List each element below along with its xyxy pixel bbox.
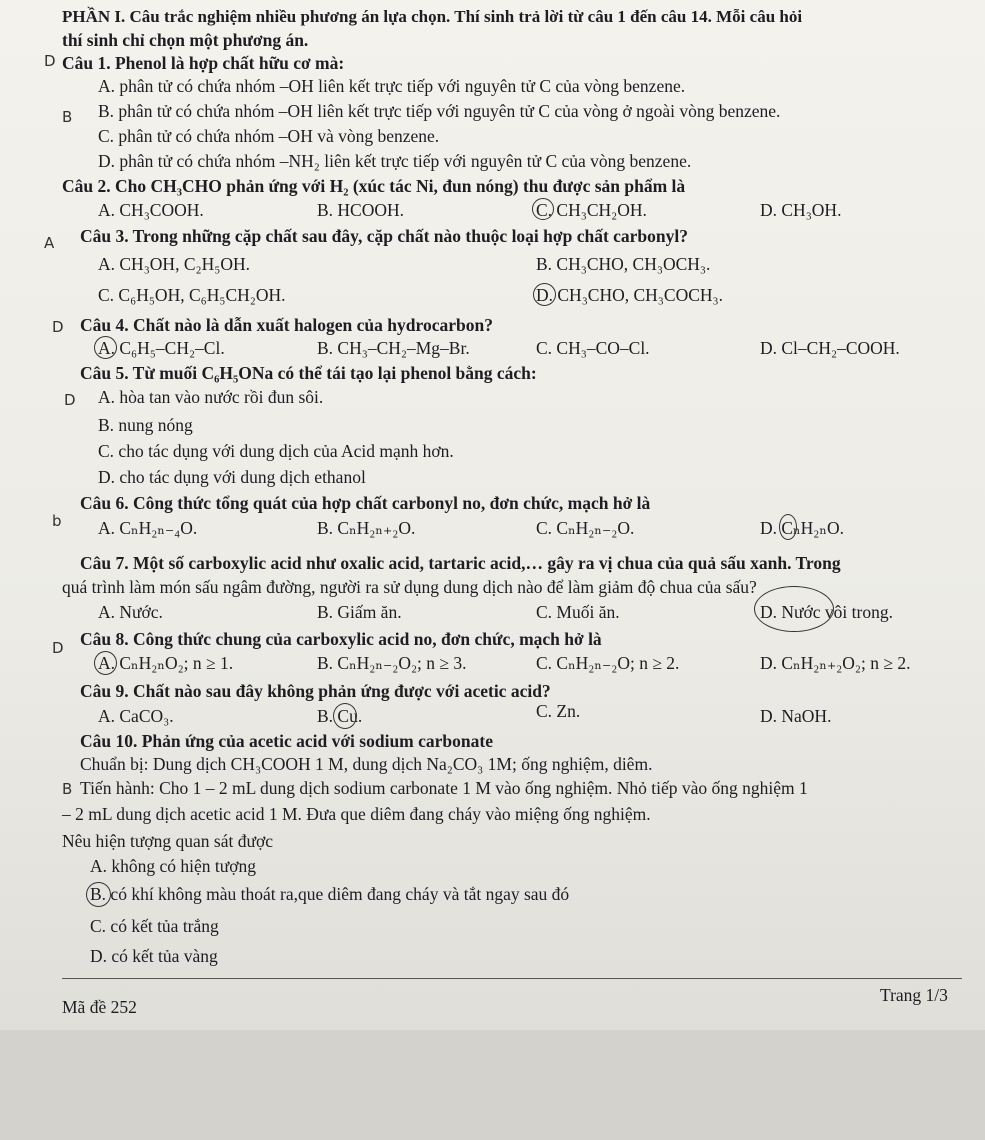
q7-option-b: B. Giấm ăn. [317,602,402,622]
q2-option-c: C. CH₃CH₂OH. [536,200,647,220]
q4-option-b: B. CH₃–CH₂–Mg–Br. [317,338,470,358]
q1-option-c: C. phân tử có chứa nhóm –OH và vòng benzene. [98,126,440,146]
desk-surface [0,1030,985,1140]
q3-option-b: B. CH₃CHO, CH₃OCH₃. [536,254,711,274]
q6-option-d: D. CₙH₂ₙO. [760,518,844,538]
page-number: Trang 1/3 [880,985,948,1005]
section-header-cont: thí sinh chỉ chọn một phương án. [62,30,309,50]
q10-option-a: A. không có hiện tượng [90,856,257,876]
question-3-stem: Câu 3. Trong những cặp chất sau đây, cặp chất nào thuộc loại hợp chất carbonyl? [80,226,689,246]
answer-circle [754,586,834,632]
q2-option-a: A. CH₃COOH. [98,200,204,220]
q4-option-a: A. C₆H₅–CH₂–Cl. [98,338,225,358]
answer-circle [94,336,117,359]
q3-option-a: A. CH₃OH, C₂H₅OH. [98,254,250,274]
q8-option-a: A. CₙH₂ₙO₂; n ≥ 1. [98,653,234,673]
handwritten-answer-mark: B [62,108,73,126]
question-9-stem: Câu 9. Chất nào sau đây không phản ứng được với acetic acid? [80,681,551,701]
answer-circle [94,651,117,675]
q6-option-c: C. CₙH₂ₙ₋₂O. [536,518,635,538]
q9-option-c: C. Zn. [536,701,581,721]
handwritten-answer-mark: D [64,391,76,409]
q8-option-b: B. CₙH₂ₙ₋₂O₂; n ≥ 3. [317,653,467,673]
q8-option-d: D. CₙH₂ₙ₊₂O₂; n ≥ 2. [760,653,911,673]
q3-option-c: C. C₆H₅OH, C₆H₅CH₂OH. [98,285,286,305]
question-6-stem: Câu 6. Công thức tổng quát của hợp chất carbonyl no, đơn chức, mạch hở là [80,493,651,513]
question-10-stem: Câu 10. Phản ứng của acetic acid với sodium carbonate [80,731,493,751]
handwritten-answer-mark: B [62,780,73,798]
q4-option-c: C. CH₃–CO–Cl. [536,338,650,358]
footer-rule [62,978,962,979]
q9-option-d: D. NaOH. [760,706,832,726]
q1-option-a: A. phân tử có chứa nhóm –OH liên kết trực tiếp với nguyên tử C của vòng benzene. [98,76,686,96]
q9-option-b: B. Cu. [317,706,363,726]
question-1-stem: Câu 1. Phenol là hợp chất hữu cơ mà: [62,53,345,73]
q8-option-c: C. CₙH₂ₙ₋₂O; n ≥ 2. [536,653,680,673]
answer-circle [779,514,797,540]
q10-option-d: D. có kết tủa vàng [90,946,218,966]
handwritten-answer-mark: D [52,318,64,336]
q1-option-d: D. phân tử có chứa nhóm –NH₂ liên kết trực tiếp với nguyên tử C của vòng benzene. [98,151,692,171]
q10-preparation: Chuẩn bị: Dung dịch CH₃COOH 1 M, dung dịch Na₂CO₃ 1M; ống nghiệm, diêm. [80,754,653,774]
question-2-stem: Câu 2. Cho CH₃CHO phản ứng với H₂ (xúc tác Ni, đun nóng) thu được sản phẩm là [62,176,686,196]
q3-option-d: D. CH₃CHO, CH₃COCH₃. [536,285,724,305]
q6-option-a: A. CₙH₂ₙ₋₄O. [98,518,198,538]
q2-option-b: B. HCOOH. [317,200,405,220]
q4-option-d: D. Cl–CH₂–COOH. [760,338,900,358]
answer-circle [532,198,554,220]
answer-circle [86,882,111,907]
handwritten-answer-mark: D [52,639,64,657]
q5-option-a: A. hòa tan vào nước rồi đun sôi. [98,387,324,407]
q7-option-d: D. Nước vôi trong. [760,602,893,622]
q5-option-c: C. cho tác dụng với dung dịch của Acid mạnh hơn. [98,441,454,461]
section-header: PHẦN I. Câu trắc nghiệm nhiều phương án lựa chọn. Thí sinh trả lời từ câu 1 đến câu 14. Mỗi câu hỏi [62,7,803,26]
q10-ask: Nêu hiện tượng quan sát được [62,831,273,851]
q9-option-a: A. CaCO₃. [98,706,174,726]
question-7-stem-line1: Câu 7. Một số carboxylic acid như oxalic acid, tartaric acid,… gây ra vị chua của quả sấu xanh. Trong [80,553,841,573]
q5-option-d: D. cho tác dụng với dung dịch ethanol [98,467,366,487]
q1-option-b: B. phân tử có chứa nhóm –OH liên kết trực tiếp với nguyên tử C của vòng ở ngoài vòng benzene. [98,101,781,121]
handwritten-answer-mark: D [44,52,56,70]
q2-option-d: D. CH₃OH. [760,200,842,220]
exam-code: Mã đề 252 [62,997,137,1017]
question-8-stem: Câu 8. Công thức chung của carboxylic acid no, đơn chức, mạch hở là [80,629,602,649]
question-4-stem: Câu 4. Chất nào là dẫn xuất halogen của hydrocarbon? [80,315,493,335]
q10-option-c: C. có kết tủa trắng [90,916,219,936]
answer-circle [333,703,357,729]
handwritten-answer-mark: A [44,234,55,252]
q7-option-c: C. Muối ăn. [536,602,620,622]
handwritten-answer-mark: b [52,512,62,530]
q6-option-b: B. CₙH₂ₙ₊₂O. [317,518,416,538]
q10-procedure-line2: – 2 mL dung dịch acetic acid 1 M. Đưa que diêm đang cháy vào miệng ống nghiệm. [62,804,651,824]
q5-option-b: B. nung nóng [98,415,193,435]
answer-circle [533,283,556,306]
question-7-stem-line2: quá trình làm món sấu ngâm đường, người ra sử dụng dung dịch nào để làm giảm độ chua của sấu? [62,577,757,597]
question-5-stem: Câu 5. Từ muối C₆H₅ONa có thể tái tạo lại phenol bằng cách: [80,363,537,383]
q7-option-a: A. Nước. [98,602,163,622]
q10-procedure-line1: Tiến hành: Cho 1 – 2 mL dung dịch sodium carbonate 1 M vào ống nghiệm. Nhỏ tiếp vào ống nghiệm 1 [80,778,808,798]
q10-option-b: B. có khí không màu thoát ra,que diêm đang cháy và tắt ngay sau đó [90,884,570,904]
